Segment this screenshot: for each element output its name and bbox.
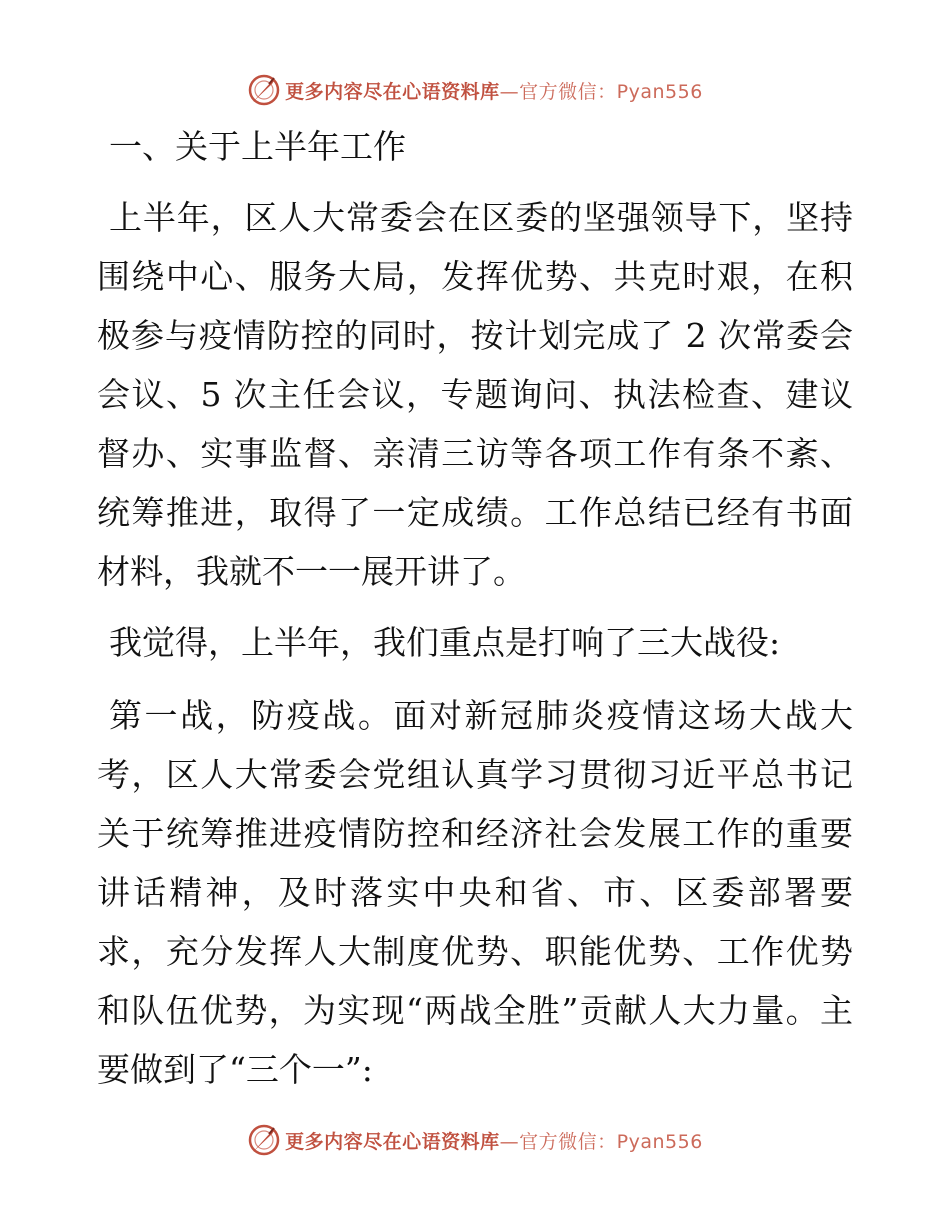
paragraph-3: 第一战，防疫战。面对新冠肺炎疫情这场大战大考，区人大常委会党组认真学习贯彻习近平总书记关于统筹推进疫情防控和经济社会发展工作的重要讲话精神，及时落实中央和省、市、区委部署要求，充分发挥人大制度优势、职能优势、工作优势和队伍优势，为实现“两战全胜”贡献人大力量。主要做到了“三个一”: xyxy=(97,696,853,1089)
quill-logo-icon xyxy=(247,73,281,107)
banner-text xyxy=(285,77,703,104)
paragraph-2: 我觉得，上半年，我们重点是打响了三大战役: xyxy=(109,623,781,662)
section-heading: 一、关于上半年工作 xyxy=(109,127,406,166)
banner-main-text: 更多内容尽在心语资料库 xyxy=(285,80,500,103)
banner-sub-text: —官方微信：Pyan556 xyxy=(499,1130,703,1153)
document-body xyxy=(97,116,853,1111)
quill-logo-icon xyxy=(247,1123,281,1157)
paragraph-1: 上半年，区人大常委会在区委的坚强领导下，坚持围绕中心、服务大局，发挥优势、共克时艰，在积极参与疫情防控的同时，按计划完成了 2 次常委会会议、5 次主任会议，专题询问、执法检查、建议督办、实事监督、亲清三访等各项工作有条不紊、统筹推进，取得了一定成绩。工作总结已经有书面材料，我就不一一展开讲了。 xyxy=(97,198,853,591)
banner-main-text: 更多内容尽在心语资料库 xyxy=(285,1130,500,1153)
footer-banner xyxy=(0,1120,950,1160)
banner-text xyxy=(285,1127,703,1154)
banner-sub-text: —官方微信：Pyan556 xyxy=(499,80,703,103)
header-banner xyxy=(0,70,950,110)
